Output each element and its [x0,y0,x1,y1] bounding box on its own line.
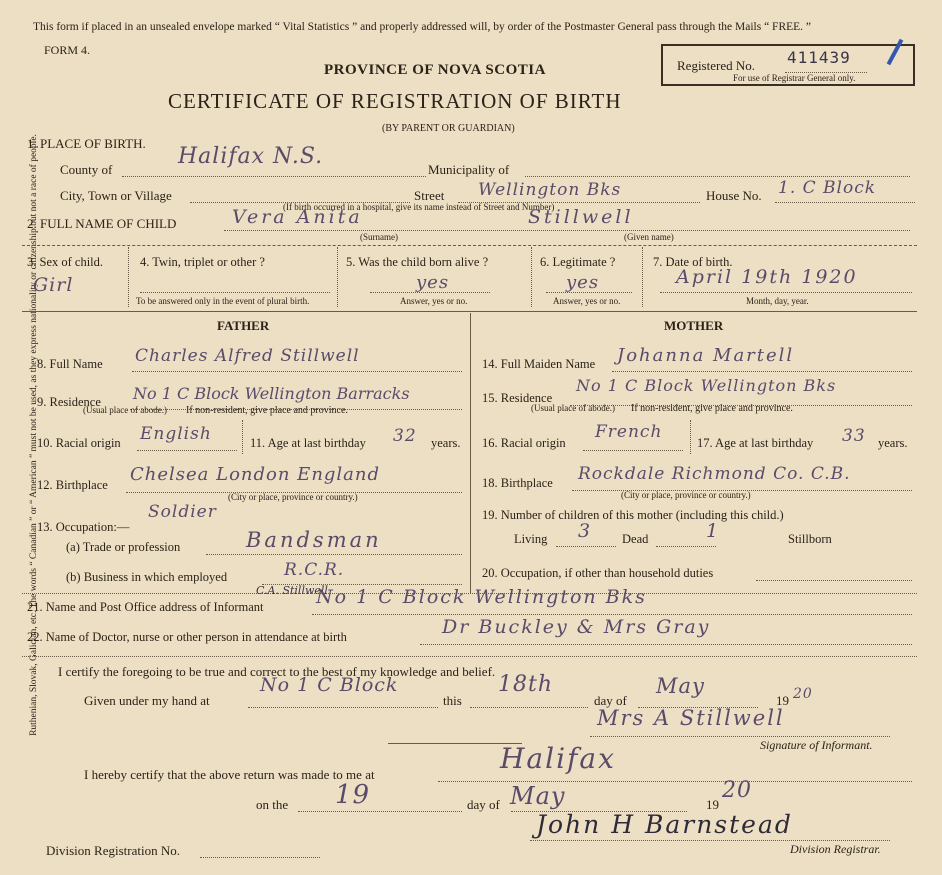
date-of-birth-label: 7. Date of birth. [653,255,733,269]
house-label: House No. [706,188,762,203]
father-birthplace-label: 12. Birthplace [37,478,108,492]
this-label: this [443,693,462,708]
registrar-signature: John H Barnstead [536,810,793,839]
date-of-birth-value: April 19th 1920 [676,266,858,288]
informant-signature: Mrs A Stillwell [597,706,785,730]
child-name-label: 2. FULL NAME OF CHILD [27,216,177,231]
sex-value: Girl [33,274,74,296]
division-registrar-caption: Division Registrar. [790,842,881,856]
side-note: Ruthenian, Slovak, Galician, etc. The words “ Canadian ” or “ American ” must not be used, as they express nationality or citizenship but not a race of people. [29,134,39,736]
mother-age-label: 17. Age at last birthday [697,436,814,450]
surname-caption: (Surname) [360,232,398,242]
mother-birthplace-value: Rockdale Richmond Co. C.B. [578,464,851,484]
signature-caption: Signature of Informant. [760,738,873,752]
hospital-note: (If birth occurred in a hospital, give its name instead of Street and Number) [283,202,555,212]
given-name-caption: (Given name) [624,232,674,242]
mother-residence-value: No 1 C Block Wellington Bks [576,376,837,395]
twin-label: 4. Twin, triplet or other ? [140,255,265,269]
alive-label: 5. Was the child born alive ? [346,255,489,269]
twin-note: To be answered only in the event of plural birth. [136,296,310,306]
legitimate-value: yes [566,272,600,293]
dead-value: 1 [706,520,720,542]
registered-no-label: Registered No. [677,58,755,73]
father-heading: FATHER [217,318,270,333]
dead-label: Dead [622,532,649,546]
child-given-name: Vera Anita [232,206,363,228]
street-label: Street [414,188,445,203]
children-count-label: 19. Number of children of this mother (including this child.) [482,508,784,522]
mother-residence-label: 15. Residence [482,391,553,405]
father-race-value: English [140,424,212,444]
registrar-dayof-label: day of [467,797,500,812]
father-birthplace-value: Chelsea London England [130,464,381,485]
living-value: 3 [578,520,592,542]
division-registration-no-label: Division Registration No. [46,843,180,858]
mother-race-label: 16. Racial origin [482,436,566,450]
given-place-value: No 1 C Block [260,674,399,696]
alive-value: yes [416,272,450,293]
cert-year-prefix: 19 [776,693,789,708]
trade-value: Bandsman [246,528,382,552]
given-under-hand-label: Given under my hand at [84,693,210,708]
mother-race-value: French [595,422,663,442]
mother-birthplace-label: 18. Birthplace [482,476,553,490]
living-label: Living [514,532,548,546]
informant-initials: C.A. Stillwell [256,584,328,597]
form-number: FORM 4. [44,43,91,57]
registrar-place: Halifax [500,742,616,775]
registrar-year: 20 [722,778,752,803]
street-value: Wellington Bks [478,180,622,200]
registrar-statement: I hereby certify that the above return was made to me at [84,767,375,782]
father-name-label: 8. Full Name [37,357,103,371]
legitimate-label: 6. Legitimate ? [540,255,616,269]
occupation-label: 13. Occupation:— [37,520,130,534]
informant-label: 21. Name and Post Office address of Informant [27,600,264,614]
date-of-birth-note: Month, day, year. [746,296,809,306]
father-years-label: years. [431,436,461,450]
registrar-month: May [510,782,566,810]
attendant-value: Dr Buckley & Mrs Gray [442,616,711,638]
on-the-label: on the [256,797,289,812]
postal-notice: This form if placed in an unsealed envelope marked “ Vital Statistics ” and properly addressed will, by order of the Postmaster General pass through the Mails “ FREE. ” [33,21,812,33]
place-of-birth-label: 1. PLACE OF BIRTH. [27,136,146,151]
father-residence-label: 9. Residence [37,395,101,409]
trade-label: (a) Trade or profession [66,540,181,554]
father-abode-note: (Usual place of abode.) [83,405,167,415]
attendant-label: 22. Name of Doctor, nurse or other person in attendance at birth [27,630,347,644]
cert-month-value: May [656,674,705,698]
business-value: R.C.R. [284,560,345,580]
mother-abode-note: (Usual place of abode.) [531,403,615,413]
mother-name-label: 14. Full Maiden Name [482,357,596,371]
sex-label: 3. Sex of child. [27,255,104,269]
mother-years-label: years. [878,436,908,450]
father-residence-value: No 1 C Block Wellington Barracks [133,384,410,403]
mother-heading: MOTHER [664,318,724,333]
cert-dayof-label: day of [594,693,627,708]
mother-occupation-label: 20. Occupation, if other than household duties [482,566,714,580]
page-title: CERTIFICATE OF REGISTRATION OF BIRTH [168,89,622,113]
alive-note: Answer, yes or no. [400,296,468,306]
registrar-day: 19 [335,780,371,810]
page-subtitle: (BY PARENT OR GUARDIAN) [382,123,515,134]
father-race-label: 10. Racial origin [37,436,121,450]
municipality-label: Municipality of [428,162,510,177]
stillborn-label: Stillborn [788,532,832,546]
mother-birthplace-note: (City or place, province or country.) [621,490,751,500]
cert-year-value: 20 [793,686,813,702]
registered-no-value: 411439 [787,48,851,67]
mother-nonres-note: If non-resident, give place and province. [631,403,793,414]
business-label: (b) Business in which employed [66,570,228,584]
informant-address: No 1 C Block Wellington Bks [316,586,647,608]
county-value: Halifax N.S. [178,144,324,169]
house-value: 1. C Block [778,178,877,198]
certify-statement: I certify the foregoing to be true and correct to the best of my knowledge and belief. [58,664,496,679]
city-label: City, Town or Village [60,188,172,203]
registrar-year-prefix: 19 [706,797,719,812]
county-label: County of [60,162,113,177]
father-age-value: 32 [393,426,417,446]
registrar-only-note: For use of Registrar General only. [733,73,856,83]
mother-age-value: 33 [842,426,866,446]
province-heading: PROVINCE OF NOVA SCOTIA [324,62,546,78]
mother-name-value: Johanna Martell [617,345,795,366]
cert-day-value: 18th [498,672,554,697]
father-nonres-note: If non-resident, give place and province. [186,405,348,416]
occupation-word: Soldier [148,502,217,522]
legitimate-note: Answer, yes or no. [553,296,621,306]
child-surname: Stillwell [528,206,634,228]
father-name-value: Charles Alfred Stillwell [135,346,360,366]
father-age-label: 11. Age at last birthday [250,436,366,450]
father-birthplace-note: (City or place, province or country.) [228,492,358,502]
